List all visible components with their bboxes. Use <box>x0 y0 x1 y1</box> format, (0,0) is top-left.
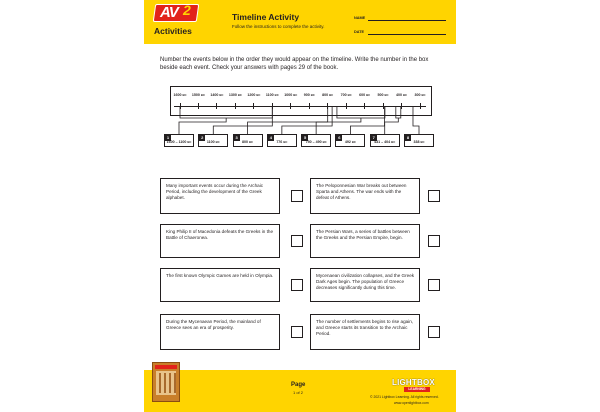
timeline <box>160 86 440 154</box>
timeline-year-label <box>396 93 407 97</box>
timeline-year-value: 500 <box>377 93 385 97</box>
timeline-event-number: 2 <box>201 135 204 140</box>
timeline-event-date <box>268 140 296 144</box>
timeline-event-date <box>199 140 227 144</box>
timeline-event-era: BC <box>322 140 327 144</box>
timeline-connector-line <box>248 107 328 134</box>
timeline-year-value: 1200 <box>247 93 257 97</box>
book-cover-banner <box>155 365 177 369</box>
timeline-tick <box>346 103 347 109</box>
timeline-year-value: 800 <box>322 93 330 97</box>
event-description: King Philip II of Macedonia defeats the Greeks in the Battle of Chaeronea. <box>166 229 273 240</box>
timeline-year-label <box>359 93 370 97</box>
book-cover-image <box>152 362 180 402</box>
timeline-event-era: BC <box>249 140 254 144</box>
timeline-year-label <box>192 93 205 97</box>
event-description: During the Mycenaean Period, the mainland of Greece sees an era of prosperity. <box>166 319 261 330</box>
timeline-event-date-value: 750 – 490 <box>305 140 323 144</box>
timeline-event-era: BC <box>351 140 356 144</box>
page-number: 1 of 2 <box>293 390 304 395</box>
timeline-year-era: BC <box>182 93 187 97</box>
timeline-tick <box>235 103 236 109</box>
event-card <box>310 314 420 350</box>
book-column <box>159 373 161 393</box>
timeline-event-number: 6 <box>338 135 341 140</box>
event-card <box>160 268 280 302</box>
timeline-year-label <box>173 93 186 97</box>
answer-number-box[interactable] <box>291 279 303 291</box>
timeline-event-box <box>164 134 194 147</box>
event-card <box>160 178 280 214</box>
timeline-tick <box>290 103 291 109</box>
event-card <box>310 178 420 214</box>
timeline-year-label <box>247 93 260 97</box>
timeline-event-date <box>405 140 433 144</box>
timeline-event-box <box>267 134 297 147</box>
timeline-event-date <box>336 140 364 144</box>
timeline-tick <box>216 103 217 109</box>
event-description: Many important events occur during the Archaic Period, including the development of the Greek alphabet. <box>166 183 264 200</box>
lightbox-logo: LIGHTBOX <box>392 378 435 387</box>
timeline-year-value: 700 <box>340 93 348 97</box>
timeline-year-value: 1100 <box>265 93 275 97</box>
timeline-year-era: BC <box>200 93 205 97</box>
timeline-year-era: BC <box>421 93 426 97</box>
event-card <box>160 314 280 350</box>
timeline-year-era: BC <box>366 93 371 97</box>
timeline-event-box <box>370 134 400 147</box>
av2-logo <box>152 4 204 40</box>
timeline-connector-line <box>180 107 272 118</box>
timeline-event-box <box>301 134 331 147</box>
timeline-connector-line <box>385 118 399 134</box>
date-field[interactable] <box>368 34 446 35</box>
name-field[interactable] <box>368 20 446 21</box>
book-column <box>169 373 171 393</box>
timeline-year-label <box>266 93 279 97</box>
timeline-event-date <box>165 140 193 144</box>
timeline-event-date <box>371 140 399 144</box>
lightbox-learning-badge: LEARNING <box>404 387 430 392</box>
timeline-event-box <box>404 134 434 147</box>
page-label: Page <box>291 382 306 388</box>
timeline-event-era: BC <box>391 140 396 144</box>
timeline-event-date-value: 776 <box>276 140 284 144</box>
answer-number-box[interactable] <box>428 190 440 202</box>
date-label: DATE <box>354 30 365 34</box>
book-column <box>164 373 166 393</box>
book-column <box>174 373 176 393</box>
event-card <box>310 224 420 258</box>
timeline-connector-line <box>337 107 385 118</box>
timeline-event-date-value: 338 <box>413 140 421 144</box>
timeline-year-era: BC <box>274 93 279 97</box>
timeline-event-number: 3 <box>235 135 238 140</box>
timeline-year-value: 1000 <box>284 93 294 97</box>
timeline-tick <box>364 103 365 109</box>
timeline-tick <box>198 103 199 109</box>
logo-av-text: AV <box>160 4 178 21</box>
timeline-year-era: BC <box>347 93 352 97</box>
timeline-year-label <box>414 93 425 97</box>
event-description: The number of settlements begins to rise again, and Greece starts its transition to the Archaic Period. <box>316 319 414 336</box>
answer-number-box[interactable] <box>428 326 440 338</box>
timeline-year-era: BC <box>256 93 261 97</box>
timeline-year-label <box>304 93 315 97</box>
timeline-event-number: 7 <box>372 135 375 140</box>
timeline-year-label <box>341 93 352 97</box>
timeline-event-number: 5 <box>304 135 307 140</box>
timeline-year-era: BC <box>219 93 224 97</box>
timeline-event-box <box>233 134 263 147</box>
timeline-connector-line <box>413 107 419 134</box>
timeline-year-label <box>210 93 223 97</box>
timeline-event-date-value: 492 <box>344 140 352 144</box>
timeline-year-era: BC <box>329 93 334 97</box>
timeline-year-value: 900 <box>303 93 311 97</box>
answer-number-box[interactable] <box>291 235 303 247</box>
event-description: Mycenaean civilization collapses, and the Greek Dark Ages begin. The population of Greece decreases significantly during this time. <box>316 273 415 290</box>
timeline-year-value: 1600 <box>173 93 183 97</box>
timeline-tick <box>180 103 181 109</box>
timeline-year-era: BC <box>384 93 389 97</box>
event-card <box>310 268 420 302</box>
answer-number-box[interactable] <box>428 235 440 247</box>
timeline-connector-line <box>282 107 332 134</box>
event-description: The first known Olympic Games are held in Olympia. <box>166 273 274 278</box>
timeline-year-era: BC <box>310 93 315 97</box>
logo-activities-text: Activities <box>154 26 192 36</box>
timeline-event-era: BC <box>187 140 192 144</box>
timeline-tick <box>383 103 384 109</box>
timeline-connector-line <box>213 107 272 134</box>
timeline-event-number: 1 <box>166 135 170 140</box>
timeline-tick <box>420 103 421 109</box>
timeline-year-value: 600 <box>359 93 367 97</box>
timeline-event-era: BC <box>420 140 425 144</box>
timeline-tick <box>327 103 328 109</box>
timeline-event-era: BC <box>283 140 288 144</box>
answer-number-box[interactable] <box>291 326 303 338</box>
timeline-event-number: 8 <box>406 135 410 140</box>
timeline-event-date <box>234 140 262 144</box>
answer-number-box[interactable] <box>291 190 303 202</box>
timeline-tick <box>253 103 254 109</box>
timeline-year-value: 1500 <box>191 93 201 97</box>
logo-two-text: 2 <box>183 2 191 18</box>
timeline-year-value: 400 <box>396 93 404 97</box>
timeline-year-era: BC <box>237 93 242 97</box>
website-link[interactable]: www.openlightbox.com <box>394 401 429 405</box>
timeline-tick <box>401 103 402 109</box>
timeline-event-date-value: 1100 <box>206 140 216 144</box>
timeline-year-label <box>229 93 242 97</box>
timeline-event-box <box>198 134 228 147</box>
timeline-year-era: BC <box>403 93 408 97</box>
timeline-year-label <box>322 93 333 97</box>
timeline-tick <box>309 103 310 109</box>
timeline-event-date-value: 800 <box>242 140 250 144</box>
timeline-connector-line <box>350 107 384 134</box>
event-card <box>160 224 280 258</box>
timeline-event-number: 4 <box>269 135 272 140</box>
event-description: The Peloponnesian War breaks out between Sparta and Athens. The war ends with the defeat of Athens. <box>316 183 407 200</box>
activity-sheet <box>144 0 456 412</box>
name-label: NAME <box>354 16 366 20</box>
copyright-text: © 2021 Lightbox Learning. All rights reserved. <box>370 395 439 399</box>
footer-bar <box>144 370 456 412</box>
page-subtitle: Follow the instructions to complete the activity. <box>232 24 325 29</box>
instructions-text: Number the events below in the order they would appear on the timeline. Write the number in the box beside each event. Check your answers with pages 29 of the book. <box>160 57 429 71</box>
timeline-year-value: 300 <box>414 93 422 97</box>
timeline-year-value: 1300 <box>228 93 238 97</box>
timeline-event-date-value: 431 – 404 <box>374 140 392 144</box>
timeline-year-value: 1400 <box>210 93 220 97</box>
timeline-event-era: BC <box>215 140 220 144</box>
event-description: The Persian Wars, a series of battles between the Greeks and the Persian Empire, begin. <box>316 229 410 240</box>
timeline-event-box <box>335 134 365 147</box>
timeline-year-era: BC <box>293 93 298 97</box>
answer-number-box[interactable] <box>428 279 440 291</box>
timeline-year-label <box>284 93 297 97</box>
page-title: Timeline Activity <box>232 12 300 22</box>
timeline-event-date-value: 1600 – 1100 <box>166 140 188 144</box>
header-bar <box>144 0 456 44</box>
timeline-year-label <box>378 93 389 97</box>
timeline-tick <box>272 103 273 109</box>
timeline-event-date <box>302 140 330 144</box>
